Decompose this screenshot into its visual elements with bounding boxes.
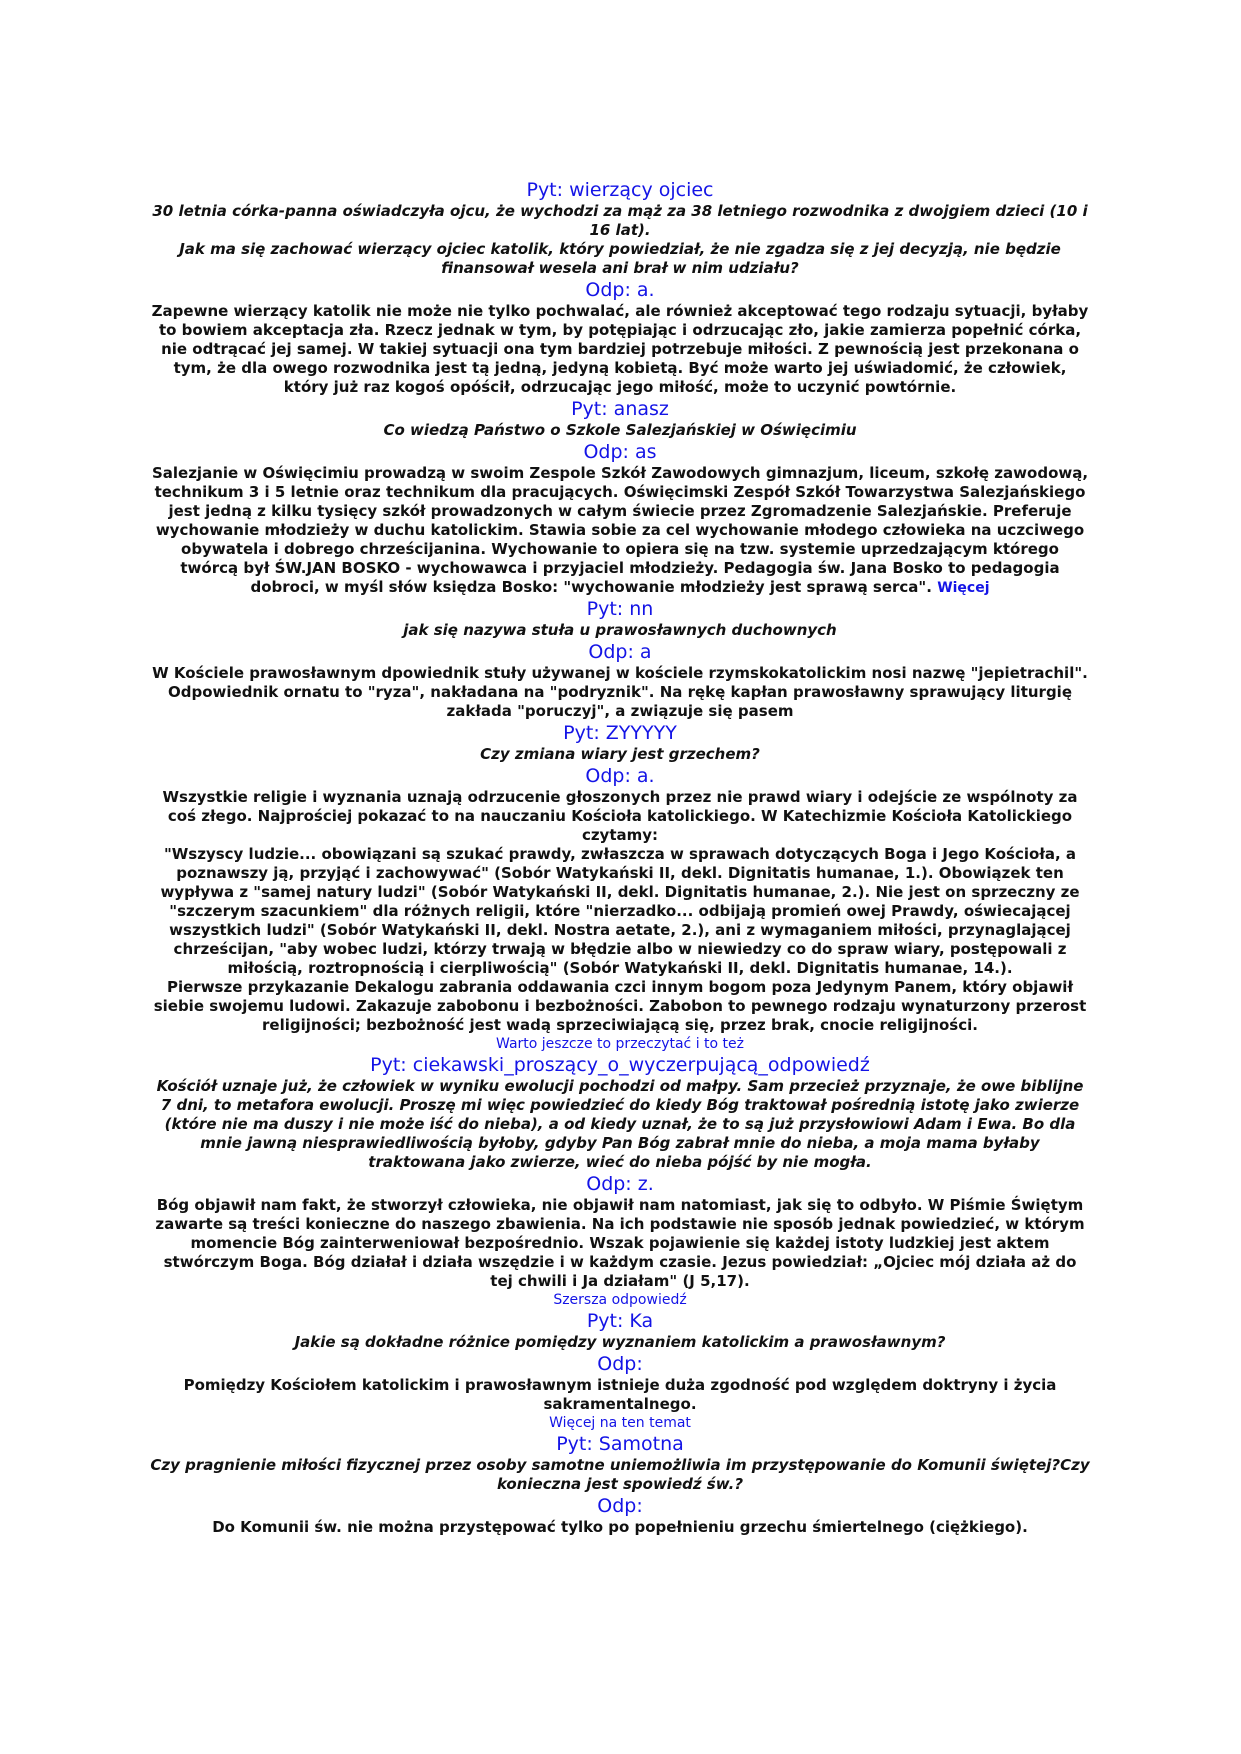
answer-text-content: Bóg objawił nam fakt, że stworzył człowieka, nie objawił nam natomiast, jak się to odbyło. W Piśmie Świętym zawarte są treści konieczne do naszego zbawienia. Na ich podstawie nie sposób jednak powiedzieć, w którym momencie Bóg zainterweniował bezpośrednio. Wszak pojawienie się każdej istoty ludzkiej jest aktem stwórczym Boga. Bóg działał i działa wszędzie i w każdym czasie. Jezus powiedział: „Ojciec mój działa aż do tej chwili i Ja działam" (J 5,17). [155, 1196, 1085, 1290]
more-link[interactable]: Więcej na ten temat [549, 1415, 691, 1431]
answer-text-content: Pomiędzy Kościołem katolickim i prawosławnym istnieje duża zgodność pod względem doktryny i życia sakramentalnego. [183, 1376, 1057, 1413]
answer-text [150, 1196, 1090, 1291]
answer-heading: Odp: as [583, 441, 657, 463]
answer-heading: Odp: [597, 1495, 643, 1517]
question-heading: Pyt: wierzący ojciec [526, 179, 714, 201]
answer-text-content: Pierwsze przykazanie Dekalogu zabrania oddawania czci innym bogom poza Jedynym Panem, który objawił siebie swojemu ludowi. Zakazuje zabobonu i bezbożności. Zabobon to pewnego rodzaju wynaturzony przerost religijności; bezbożność jest wadą sprzeciwiającą się, przez brak, cnocie religijności. [153, 978, 1087, 1034]
answer-text-content: "Wszyscy ludzie... obowiązani są szukać prawdy, zwłaszcza w sprawach dotyczących Boga i Jego Kościoła, a poznawszy ją, przyjąć i zachowywać" (Sobór Watykański II, dekl. Dignitatis humanae, 1.). Obowiązek ten wypływa z "samej natury ludzi" (Sobór Watykański II, dekl. Dignitatis humanae, 2.). Nie jest on sprzeczny ze "szczerym szacunkiem" dla różnych religii, które "nierzadko... odbijają promień owej Prawdy, oświecającej wszystkich ludzi" (Sobór Watykański II, dekl. Nostra aetate, 2.), ani z wymaganiem miłości, przynaglającej chrześcijan, "aby wobec ludzi, którzy trwają w błędzie albo w niewiedzy co do spraw wiary, postępowali z miłością, roztropnością i cierpliwością" (Sobór Watykański II, dekl. Dignitatis humanae, 14.). [160, 845, 1080, 977]
answer-text-content: W Kościele prawosławnym dpowiednik stuły używanej w kościele rzymskokatolickim nosi nazwę "jepietrachil". Odpowiednik ornatu to "ryza", nakładana na "podryznik". Na rękę kapłan prawosławny sprawujący liturgię zakłada "poruczyj", a związuje się pasem [152, 664, 1088, 720]
answer-text [150, 1518, 1090, 1537]
answer-heading: Odp: a. [585, 765, 655, 787]
question-text: Jak ma się zachować wierzący ojciec katolik, który powiedział, że nie zgadza się z jej decyzją, nie będzie finansował wesela ani brał w nim udziału? [179, 240, 1061, 277]
question-text: Co wiedzą Państwo o Szkole Salezjańskiej w Oświęcimiu [383, 421, 857, 439]
qa-entry [150, 1432, 1090, 1537]
question-text: Czy pragnienie miłości fizycznej przez osoby samotne uniemożliwia im przystępowanie do Komunii świętej?Czy konieczna jest spowiedź św.? [150, 1456, 1090, 1493]
question-text: jak się nazywa stuła u prawosławnych duchownych [403, 621, 837, 639]
question-heading: Pyt: anasz [571, 398, 669, 420]
qa-entry [150, 397, 1090, 597]
qa-entry [150, 1053, 1090, 1309]
answer-text [150, 664, 1090, 721]
question-text: Czy zmiana wiary jest grzechem? [480, 745, 760, 763]
answer-text [150, 302, 1090, 397]
answer-text-content: Do Komunii św. nie można przystępować tylko po popełnieniu grzechu śmiertelnego (ciężkiego). [212, 1518, 1028, 1536]
more-link[interactable]: Więcej [937, 580, 990, 596]
question-text: Jakie są dokładne różnice pomiędzy wyznaniem katolickim a prawosławnym? [294, 1333, 946, 1351]
question-text: Kościół uznaje już, że człowiek w wyniku ewolucji pochodzi od małpy. Sam przecież przyznaje, że owe biblijne 7 dni, to metafora ewolucji. Proszę mi więc powiedzieć do kiedy Bóg traktował pośrednią istotę jako zwierze (które nie ma duszy i nie może iść do nieba), a od kiedy uznał, że to są już przysłowiowi Adam i Ewa. Bo dla mnie jawną niesprawiedliwością byłoby, gdyby Pan Bóg zabrał mnie do nieba, a moja mama byłaby traktowana jako zwierze, wieć do nieba pójść by nie mogła. [156, 1077, 1084, 1171]
question-heading: Pyt: nn [586, 598, 654, 620]
question-heading: Pyt: ZYYYYY [563, 722, 677, 744]
answer-text [150, 845, 1090, 978]
answer-heading: Odp: a. [585, 279, 655, 301]
answer-heading: Odp: z. [586, 1173, 654, 1195]
answer-text [150, 464, 1090, 597]
qa-entry [150, 597, 1090, 721]
answer-text [150, 1376, 1090, 1414]
answer-text [150, 978, 1090, 1035]
answer-text-content: Wszystkie religie i wyznania uznają odrzucenie głoszonych przez nie prawd wiary i odejście ze wspólnoty za coś złego. Najprościej pokazać to na nauczaniu Kościoła katolickiego. W Katechizmie Kościoła Katolickiego czytamy: [162, 788, 1078, 844]
qa-entry [150, 721, 1090, 1053]
qa-document [150, 178, 1090, 1537]
question-heading: Pyt: Ka [586, 1310, 654, 1332]
more-link[interactable]: Szersza odpowiedź [553, 1292, 687, 1308]
qa-entry [150, 1309, 1090, 1432]
answer-heading: Odp: [597, 1353, 643, 1375]
more-link[interactable]: Warto jeszcze to przeczytać i to też [496, 1036, 744, 1052]
question-heading: Pyt: Samotna [556, 1433, 684, 1455]
question-text: 30 letnia córka-panna oświadczyła ojcu, że wychodzi za mąż za 38 letniego rozwodnika z dwojgiem dzieci (10 i 16 lat). [152, 202, 1088, 239]
answer-text-content: Zapewne wierzący katolik nie może nie tylko pochwalać, ale również akceptować tego rodzaju sytuacji, byłaby to bowiem akceptacja zła. Rzecz jednak w tym, by potępiając i odrzucając zło, jakie zamierza popełnić córka, nie odtrącać jej samej. W takiej sytuacji ona tym bardziej potrzebuje miłości. Z pewnością jest przekonana o tym, że dla owego rozwodnika jest tą jedną, jedyną kobietą. Być może warto jej uświadomić, że człowiek, który już raz kogoś opóścił, odrzucając jego miłość, może to uczynić powtórnie. [151, 302, 1089, 396]
answer-heading: Odp: a [588, 641, 652, 663]
answer-text-content: Salezjanie w Oświęcimiu prowadzą w swoim Zespole Szkół Zawodowych gimnazjum, liceum, szkołę zawodową, technikum 3 i 5 letnie oraz technikum dla pracujących. Oświęcimski Zespół Szkół Towarzystwa Salezjańskiego jest jedną z kilku tysięcy szkół prowadzonych w całym świecie przez Zgromadzenie Salezjańskie. Preferuje wychowanie młodzieży w duchu katolickim. Stawia sobie za cel wychowanie młodego człowieka na uczciwego obywatela i dobrego chrześcijanina. Wychowanie to opiera się na tzw. systemie uprzedzającym którego twórcą był ŚW.JAN BOSKO - wychowawca i przyjaciel młodzieży. Pedagogia św. Jana Bosko to pedagogia dobroci, w myśl słów księdza Bosko: "wychowanie młodzieży jest sprawą serca". [151, 464, 1089, 596]
answer-text [150, 788, 1090, 845]
question-heading: Pyt: ciekawski_proszący_o_wyczerpującą_odpowiedź [370, 1054, 870, 1076]
qa-entry [150, 178, 1090, 397]
